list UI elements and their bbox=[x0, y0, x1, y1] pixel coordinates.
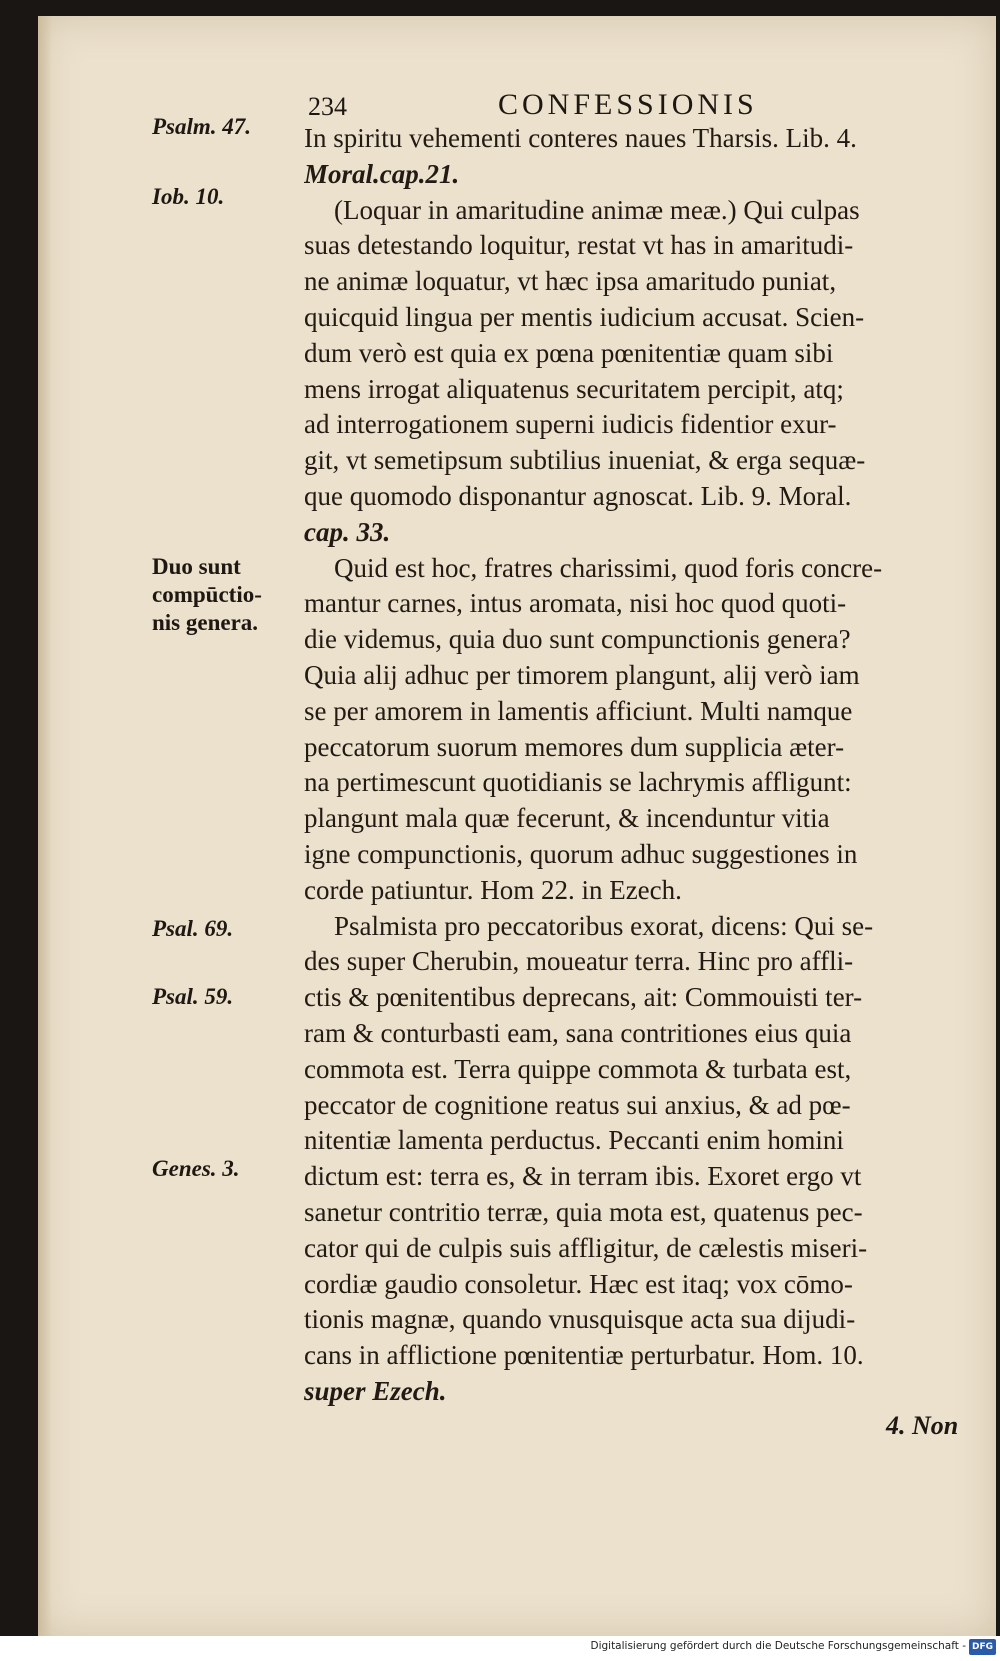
text-line: tionis magnæ, quando vnusquisque acta sua dijudi- bbox=[304, 1304, 856, 1335]
text-line: git, vt semetipsum subtilius inueniat, & erga sequæ- bbox=[304, 445, 866, 476]
margin-note-genes-3: Genes. 3. bbox=[152, 1156, 240, 1181]
text-line: corde patiuntur. Hom 22. in Ezech. bbox=[304, 874, 682, 905]
page-number: 234 bbox=[308, 92, 347, 121]
text-line: dictum est: terra es, & in terram ibis. Exoret ergo vt bbox=[304, 1161, 862, 1192]
text-line: Quia alij adhuc per timorem plangunt, alij verò iam bbox=[304, 659, 860, 690]
text-line: cordiæ gaudio consoletur. Hæc est itaq; vox cōmo- bbox=[304, 1268, 853, 1299]
margin-note-psal-59: Psal. 59. bbox=[152, 984, 234, 1009]
text-line: sanetur contritio terræ, quia mota est, quatenus pec- bbox=[304, 1196, 863, 1227]
text-line: ctis & pœnitentibus deprecans, ait: Commouisti ter- bbox=[304, 982, 863, 1013]
text-line: des super Cherubin, moueatur terra. Hinc pro affli- bbox=[304, 946, 854, 977]
text-line: quicquid lingua per mentis iudicium accusat. Scien- bbox=[304, 301, 865, 332]
text-line: In spiritu vehementi conteres naues Tharsis. Lib. 4. bbox=[304, 123, 857, 153]
text-line: die videmus, quia duo sunt compunctionis genera? bbox=[304, 624, 851, 655]
margin-note-genera: nis genera. bbox=[152, 610, 259, 635]
margin-note-iob-10: Iob. 10. bbox=[152, 184, 225, 209]
running-title: CONFESSIONIS bbox=[498, 88, 758, 121]
text-line: peccatorum suorum memores dum supplicia æter- bbox=[304, 731, 845, 762]
margin-note-duo-sunt: Duo sunt bbox=[152, 554, 241, 579]
text-line: peccator de cognitione reatus sui anxius, & ad pœ- bbox=[304, 1089, 851, 1120]
text-line: super Ezech. bbox=[304, 1375, 447, 1406]
margin-note-compunctionis: compūctio- bbox=[152, 582, 262, 607]
funding-credit: Digitalisierung gefördert durch die Deutsche Forschungsgemeinschaft - bbox=[590, 1640, 966, 1652]
digitization-footer bbox=[0, 1636, 1000, 1661]
text-line: mantur carnes, intus aromata, nisi hoc quod quoti- bbox=[304, 588, 847, 619]
margin-note-psal-69: Psal. 69. bbox=[152, 916, 234, 941]
text-line: mens irrogat aliquatenus securitatem percipit, atq; bbox=[304, 373, 844, 404]
text-line: igne compunctionis, quorum adhuc suggestiones in bbox=[304, 838, 858, 869]
text-line: plangunt mala quæ fecerunt, & incenduntur vitia bbox=[304, 803, 830, 834]
catchword: 4. Non bbox=[886, 1411, 959, 1440]
text-line: na pertimescunt quotidianis se lachrymis affligunt: bbox=[304, 767, 852, 798]
text-line: suas detestando loquitur, restat vt has in amaritudi- bbox=[304, 230, 854, 261]
text-line: ram & conturbasti eam, sana contritiones eius quia bbox=[304, 1017, 852, 1048]
text-line: ad interrogationem superni iudicis fidentior exur- bbox=[304, 409, 837, 440]
text-line: que quomodo disponantur agnoscat. Lib. 9. Moral. bbox=[304, 480, 852, 511]
text-line: ne animæ loquatur, vt hæc ipsa amaritudo puniat, bbox=[304, 266, 837, 297]
margin-note-psalm-47: Psalm. 47. bbox=[152, 114, 252, 139]
text-line: cans in afflictione pœnitentiæ perturbatur. Hom. 10. bbox=[304, 1340, 864, 1371]
body-text bbox=[304, 121, 964, 1410]
text-line: dum verò est quia ex pœna pœnitentiæ quam sibi bbox=[304, 337, 834, 368]
text-line: Quid est hoc, fratres charissimi, quod foris concre- bbox=[334, 552, 883, 583]
text-line: se per amorem in lamentis afficiunt. Multi namque bbox=[304, 695, 853, 726]
text-line: nitentiæ lamenta perductus. Peccanti enim homini bbox=[304, 1125, 844, 1156]
text-line: cator qui de culpis suis affligitur, de cælestis miseri- bbox=[304, 1232, 868, 1263]
dfg-logo-icon: DFG bbox=[969, 1639, 996, 1655]
text-line: Psalmista pro peccatoribus exorat, dicens: Qui se- bbox=[334, 910, 874, 941]
text-line: Moral.cap.21. bbox=[304, 158, 460, 189]
text-line: (Loquar in amaritudine animæ meæ.) Qui culpas bbox=[334, 194, 860, 225]
text-line: cap. 33. bbox=[304, 516, 391, 547]
text-line: commota est. Terra quippe commota & turbata est, bbox=[304, 1053, 852, 1084]
